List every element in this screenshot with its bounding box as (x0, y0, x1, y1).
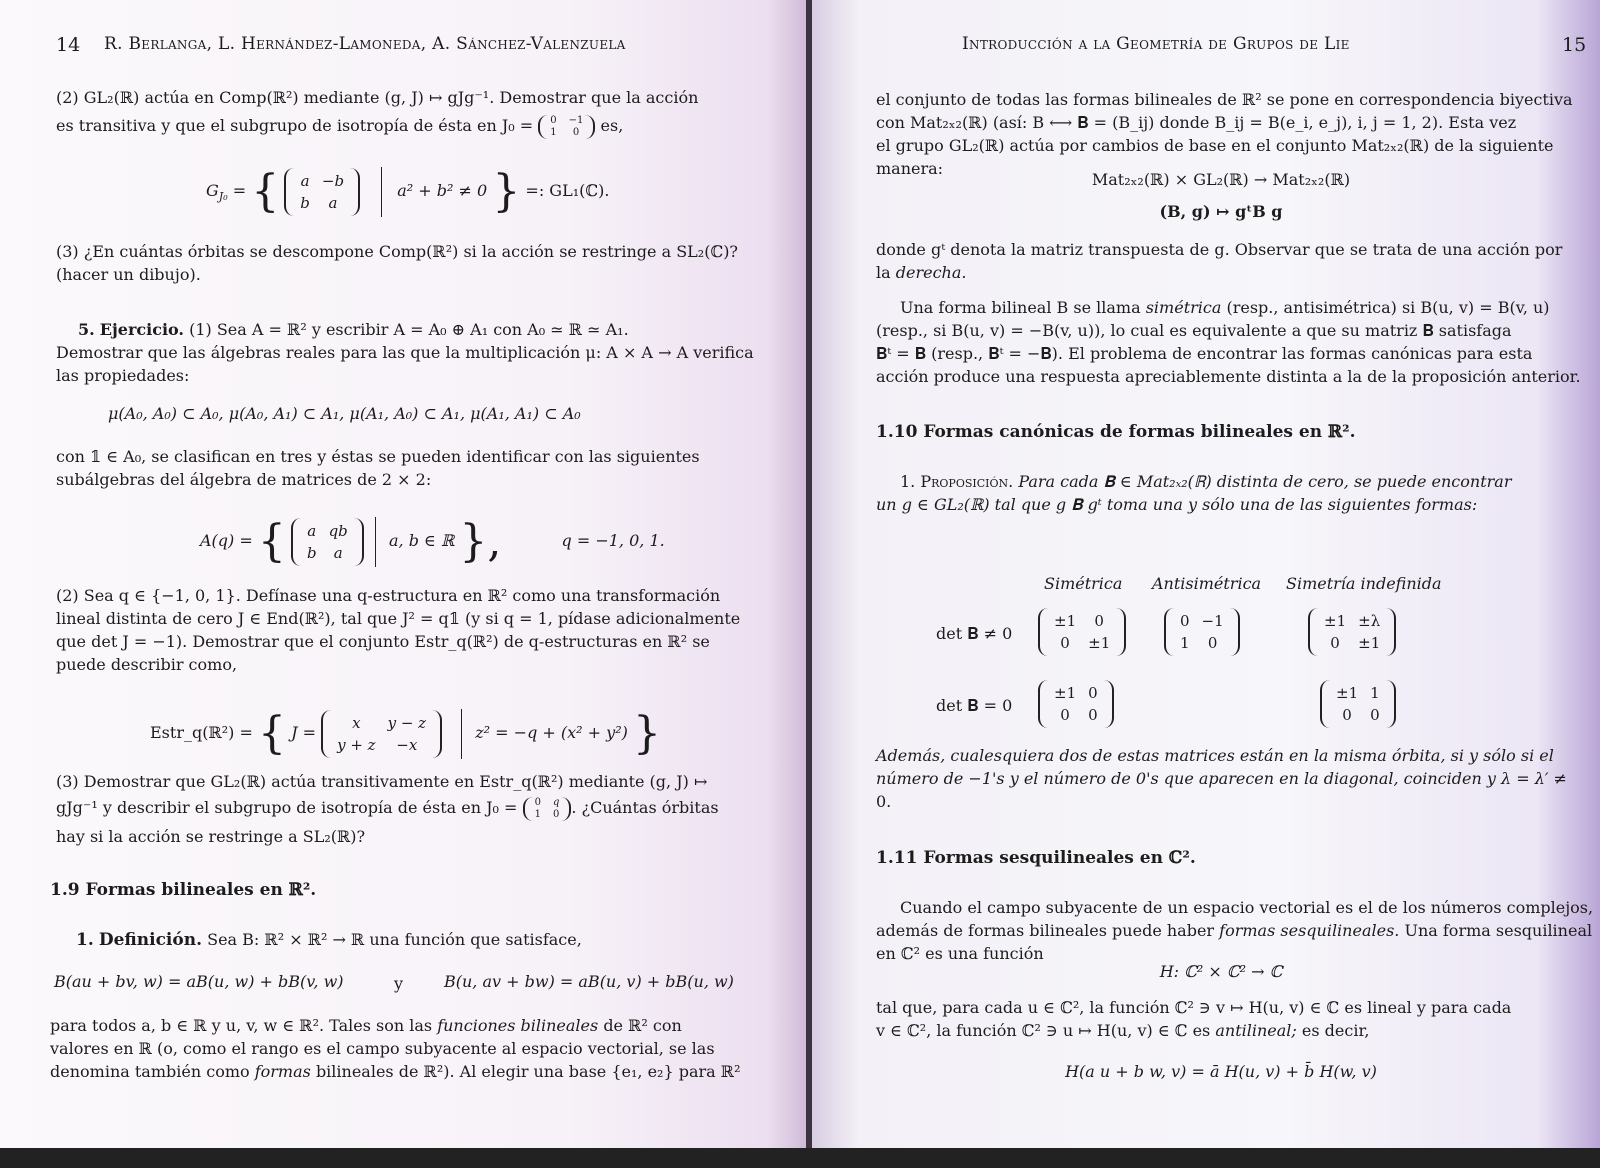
matrix-entry: 1 (1180, 634, 1190, 652)
eq-lhs: G (206, 181, 219, 200)
matrix-entry: a (333, 543, 343, 562)
text-span: bilineales de ℝ²). Al elegir una base {e₁, e₂} para ℝ² (315, 1062, 741, 1081)
equation: A(q) = { a qb b a a, b ∈ ℝ }, q = −1, 0, 1. (200, 516, 665, 567)
equation: Mat₂ₓ₂(ℝ) × GL₂(ℝ) → Mat₂ₓ₂(ℝ) (1091, 170, 1351, 189)
paragraph-line: (hacer un dibujo). (56, 265, 201, 284)
running-header: R. Berlanga, L. Hernández-Lamoneda, A. Sánchez-Valenzuela (104, 34, 626, 54)
paragraph-line: que det J = −1). Demostrar que el conjunto Estr_q(ℝ²) de q-estructuras en ℝ² se (56, 632, 710, 651)
text-span: Para cada 𝐁 ∈ Mat₂ₓ₂(ℝ) distinta de cero, se puede encontrar (1018, 472, 1512, 491)
matrix-entry: y + z (337, 735, 376, 754)
paragraph-line: número de −1's y el número de 0's que aparecen en la diagonal, coinciden y λ = λ′ ≠ (876, 769, 1567, 788)
text-span: gJg⁻¹ y describir el subgrupo de isotropía de ésta en J₀ = (56, 798, 518, 817)
matrix-entry: 0 (1060, 634, 1070, 652)
text-span: Sea B: ℝ² × ℝ² → ℝ una función que satisface, (207, 930, 582, 949)
matrix-entry: 0 (1060, 706, 1070, 724)
matrix-entry: 1 (534, 808, 541, 820)
matrix (538, 115, 595, 139)
eq-lhs: Estr_q(ℝ²) = (150, 723, 253, 742)
paragraph-line: el grupo GL₂(ℝ) actúa por cambios de base en el conjunto Mat₂ₓ₂(ℝ) de la siguiente (876, 136, 1554, 155)
text-span: (1) Sea A = ℝ² y escribir A = A₀ ⊕ A₁ con A₀ ≃ ℝ ≃ A₁. (189, 320, 629, 339)
text-span: es transitiva y que el subgrupo de isotropía de ésta en J₀ = (56, 116, 534, 135)
matrix-entry: −1 (568, 114, 584, 126)
paragraph-line: puede describir como, (56, 655, 238, 674)
paragraph-line (876, 1019, 1369, 1042)
conjunction: y (394, 974, 404, 993)
matrix (523, 797, 572, 821)
exercise-title: Ejercicio. (99, 320, 184, 339)
paragraph-line: (2) GL₂(ℝ) actúa en Comp(ℝ²) mediante (g, J) ↦ gJg⁻¹. Demostrar que la acción (56, 88, 699, 107)
exercise-number: 5. (78, 320, 95, 339)
matrix (321, 710, 442, 758)
section-heading: 1.9 Formas bilineales en ℝ². (50, 880, 317, 900)
paragraph-line: con Mat₂ₓ₂(ℝ) (así: B ⟷ 𝐁 = (B_ij) donde B_ij = B(e_i, e_j), i, j = 1, 2). Esta vez (876, 113, 1517, 132)
matrix-entry: ±1 (1336, 684, 1359, 702)
matrix-entry: 0 (1370, 706, 1380, 724)
equation: $G_{J_0}$ = { a −b b a a² + b² ≠ 0 } =: GL₁(ℂ). (206, 166, 610, 217)
paragraph-line: Demostrar que las álgebras reales para las que la multiplicación μ: A × A → A verifica (56, 343, 754, 362)
text-span: denomina también como (50, 1062, 250, 1081)
text-span: . ¿Cuántas órbitas (571, 798, 719, 817)
matrix-entry: 0 (1088, 684, 1098, 702)
matrix-entry: ±λ (1358, 612, 1381, 630)
right-page (812, 0, 1600, 1168)
emphasis: formas (254, 1062, 311, 1081)
paragraph-line (900, 296, 1550, 319)
matrix-entry: b (306, 543, 317, 562)
paragraph-line: un g ∈ GL₂(ℝ) tal que g 𝐁 gᵗ toma una y sólo una de las siguientes formas: (876, 495, 1478, 514)
page-number: 15 (1562, 34, 1587, 56)
section-heading: 1.10 Formas canónicas de formas bilineales en ℝ². (876, 422, 1356, 442)
equation: H: ℂ² × ℂ² → ℂ (1159, 962, 1283, 981)
paragraph-line: 0. (876, 792, 892, 811)
emphasis: funciones bilineales (437, 1016, 599, 1035)
matrix-entry: a (328, 193, 338, 212)
eq-condition: a² + b² ≠ 0 (397, 181, 488, 200)
emphasis: derecha. (895, 263, 967, 282)
text-span: la (876, 263, 891, 282)
text-span: es decir, (1301, 1021, 1370, 1040)
column-header: Simetría indefinida (1286, 574, 1442, 593)
section-heading: 1.11 Formas sesquilineales en ℂ². (876, 848, 1196, 868)
matrix-entry: b (300, 193, 310, 212)
matrix-entry: −1 (1201, 612, 1224, 630)
matrix-entry: 0 (534, 796, 541, 808)
equation: B(u, av + bw) = aB(u, v) + bB(u, w) (444, 972, 734, 991)
row-label: det 𝐁 ≠ 0 (936, 624, 1013, 643)
text-span: (resp., antisimétrica) si B(u, v) = B(v, u) (1226, 298, 1550, 317)
row-label: det 𝐁 = 0 (936, 696, 1013, 715)
matrix (1038, 680, 1114, 728)
proposition-title: Proposición. (920, 472, 1014, 491)
matrix-entry: 0 (1180, 612, 1190, 630)
emphasis: formas sesquilineales. (1219, 921, 1400, 940)
matrix-entry: a (300, 171, 310, 190)
paragraph-line: (3) ¿En cuántas órbitas se descompone Comp(ℝ²) si la acción se restringe a SL₂(ℂ)? (56, 242, 739, 261)
text-span: Una forma bilineal B se llama (900, 298, 1141, 317)
paragraph-line: Cuando el campo subyacente de un espacio vectorial es el de los números complejos, (900, 898, 1594, 917)
matrix-entry: 0 (552, 808, 560, 820)
equation: H(a u + b w, v) = ā H(u, v) + b̄ H(w, v) (1065, 1062, 1377, 1081)
matrix-entry: 1 (550, 126, 557, 138)
paragraph-line: el conjunto de todas las formas bilineales de ℝ² se pone en correspondencia biyectiva (876, 90, 1573, 109)
page-number: 14 (56, 34, 81, 56)
matrix-entry: x (352, 713, 361, 732)
eq-condition: a, b ∈ ℝ (388, 531, 455, 550)
matrix-entry: 0 (572, 126, 580, 138)
matrix (1320, 680, 1396, 728)
matrix-entry: ±1 (1088, 634, 1111, 652)
paragraph-line: subálgebras del álgebra de matrices de 2 × 2: (56, 470, 432, 489)
paragraph-line: con 𝟙 ∈ A₀, se clasifican en tres y éstas se pueden identificar con las siguientes (56, 447, 700, 466)
eq-sub: J₀ (218, 190, 228, 204)
paragraph-line: acción produce una respuesta apreciablemente distinta a la de la proposición anterior. (876, 367, 1581, 386)
emphasis: antilineal; (1215, 1021, 1297, 1040)
paragraph-line (78, 318, 629, 341)
matrix-entry: ±1 (1054, 684, 1077, 702)
equation: B(au + bv, w) = aB(u, w) + bB(v, w) (54, 972, 344, 991)
text-span: además de formas bilineales puede haber (876, 921, 1215, 940)
paragraph-line: (3) Demostrar que GL₂(ℝ) actúa transitivamente en Estr_q(ℝ²) mediante (g, J) ↦ (56, 772, 708, 791)
paragraph-line (56, 796, 719, 821)
eq-lhs: A(q) = (200, 531, 253, 550)
eq-rhs: q = −1, 0, 1. (561, 531, 665, 550)
scan-border (0, 1148, 1600, 1168)
matrix-entry: 0 (1094, 612, 1104, 630)
paragraph-line (56, 114, 623, 139)
proposition-number: 1. (900, 472, 916, 491)
column-header: Antisimétrica (1152, 574, 1262, 593)
matrix (1038, 608, 1126, 656)
matrix-entry: a (307, 521, 317, 540)
matrix-entry: −b (321, 171, 345, 190)
paragraph-line: valores en ℝ (o, como el rango es el campo subyacente al espacio vectorial, se las (50, 1039, 715, 1058)
text-span: v ∈ ℂ², la función ℂ² ∋ u ↦ H(u, v) ∈ ℂ es (876, 1021, 1211, 1040)
eq-condition: z² = −q + (x² + y²) (475, 723, 628, 742)
matrix-entry: 0 (1088, 706, 1098, 724)
paragraph-line (900, 470, 1511, 493)
emphasis: simétrica (1145, 298, 1222, 317)
matrix-entry: ±1 (1358, 634, 1381, 652)
definition-number: 1. (76, 930, 94, 950)
text-span: es, (600, 116, 624, 135)
paragraph-line: (2) Sea q ∈ {−1, 0, 1}. Defínase una q-estructura en ℝ² como una transformación (56, 586, 721, 605)
paragraph-line: manera: (876, 159, 944, 178)
matrix-entry: 0 (1207, 634, 1218, 652)
matrix (284, 168, 360, 216)
column-header: Simétrica (1044, 574, 1123, 593)
equation: (𝐁, g) ↦ gᵗ𝐁 g (1159, 202, 1283, 221)
definition-title: Definición. (98, 930, 203, 950)
paragraph-line: en ℂ² es una función (876, 944, 1044, 963)
paragraph-line: tal que, para cada u ∈ ℂ², la función ℂ² ∋ v ↦ H(u, v) ∈ ℂ es lineal y para cada (876, 998, 1512, 1017)
matrix-entry: qb (328, 521, 348, 540)
paragraph-line: donde gᵗ denota la matriz transpuesta de g. Observar que se trata de una acción por (876, 240, 1563, 259)
eq-J: J = (291, 723, 316, 742)
paragraph-line (50, 1014, 682, 1037)
paragraph-line (876, 261, 966, 284)
matrix-entry: 0 (550, 114, 557, 126)
matrix-entry: y − z (387, 713, 427, 732)
text-span: Una forma sesquilineal (1404, 921, 1593, 940)
matrix-entry: −x (396, 735, 418, 754)
eq-rhs: =: GL₁(ℂ). (525, 181, 610, 200)
running-header: Introducción a la Geometría de Grupos de Lie (962, 34, 1350, 54)
equation: Estr_q(ℝ²) = { J = x y − z y + z −x z² = −q + (x² + y²) } (150, 708, 661, 759)
paragraph-line: Además, cualesquiera dos de estas matrices están en la misma órbita, si y sólo si el (876, 746, 1554, 765)
paragraph-line (876, 919, 1592, 942)
matrix-entry: 0 (1342, 706, 1352, 724)
paragraph-line (76, 928, 582, 952)
text-span: de ℝ² con (603, 1016, 682, 1035)
paragraph-line: las propiedades: (56, 366, 190, 385)
matrix-entry: ±1 (1054, 612, 1077, 630)
paragraph-line: 𝐁ᵗ = 𝐁 (resp., 𝐁ᵗ = −𝐁). El problema de encontrar las formas canónicas para esta (876, 344, 1533, 363)
paragraph-line: lineal distinta de cero J ∈ End(ℝ²), tal que J² = q𝟙 (y si q = 1, pídase adicionalmente (56, 609, 741, 628)
text-span: para todos a, b ∈ ℝ y u, v, w ∈ ℝ². Tales son las (50, 1016, 433, 1035)
matrix-entry: q (552, 796, 560, 808)
matrix (291, 518, 364, 566)
equation: μ(A₀, A₀) ⊂ A₀, μ(A₀, A₁) ⊂ A₁, μ(A₁, A₀) ⊂ A₁, μ(A₁, A₁) ⊂ A₀ (108, 404, 581, 423)
matrix (1308, 608, 1396, 656)
paragraph-line: (resp., si B(u, v) = −B(v, u)), lo cual es equivalente a que su matriz 𝐁 satisfaga (876, 321, 1512, 340)
matrix-entry: ±1 (1324, 612, 1347, 630)
paragraph-line: hay si la acción se restringe a SL₂(ℝ)? (56, 827, 366, 846)
matrix-entry: 1 (1370, 684, 1380, 702)
matrix-entry: 0 (1330, 634, 1340, 652)
paragraph-line (50, 1060, 740, 1083)
matrix (1164, 608, 1240, 656)
